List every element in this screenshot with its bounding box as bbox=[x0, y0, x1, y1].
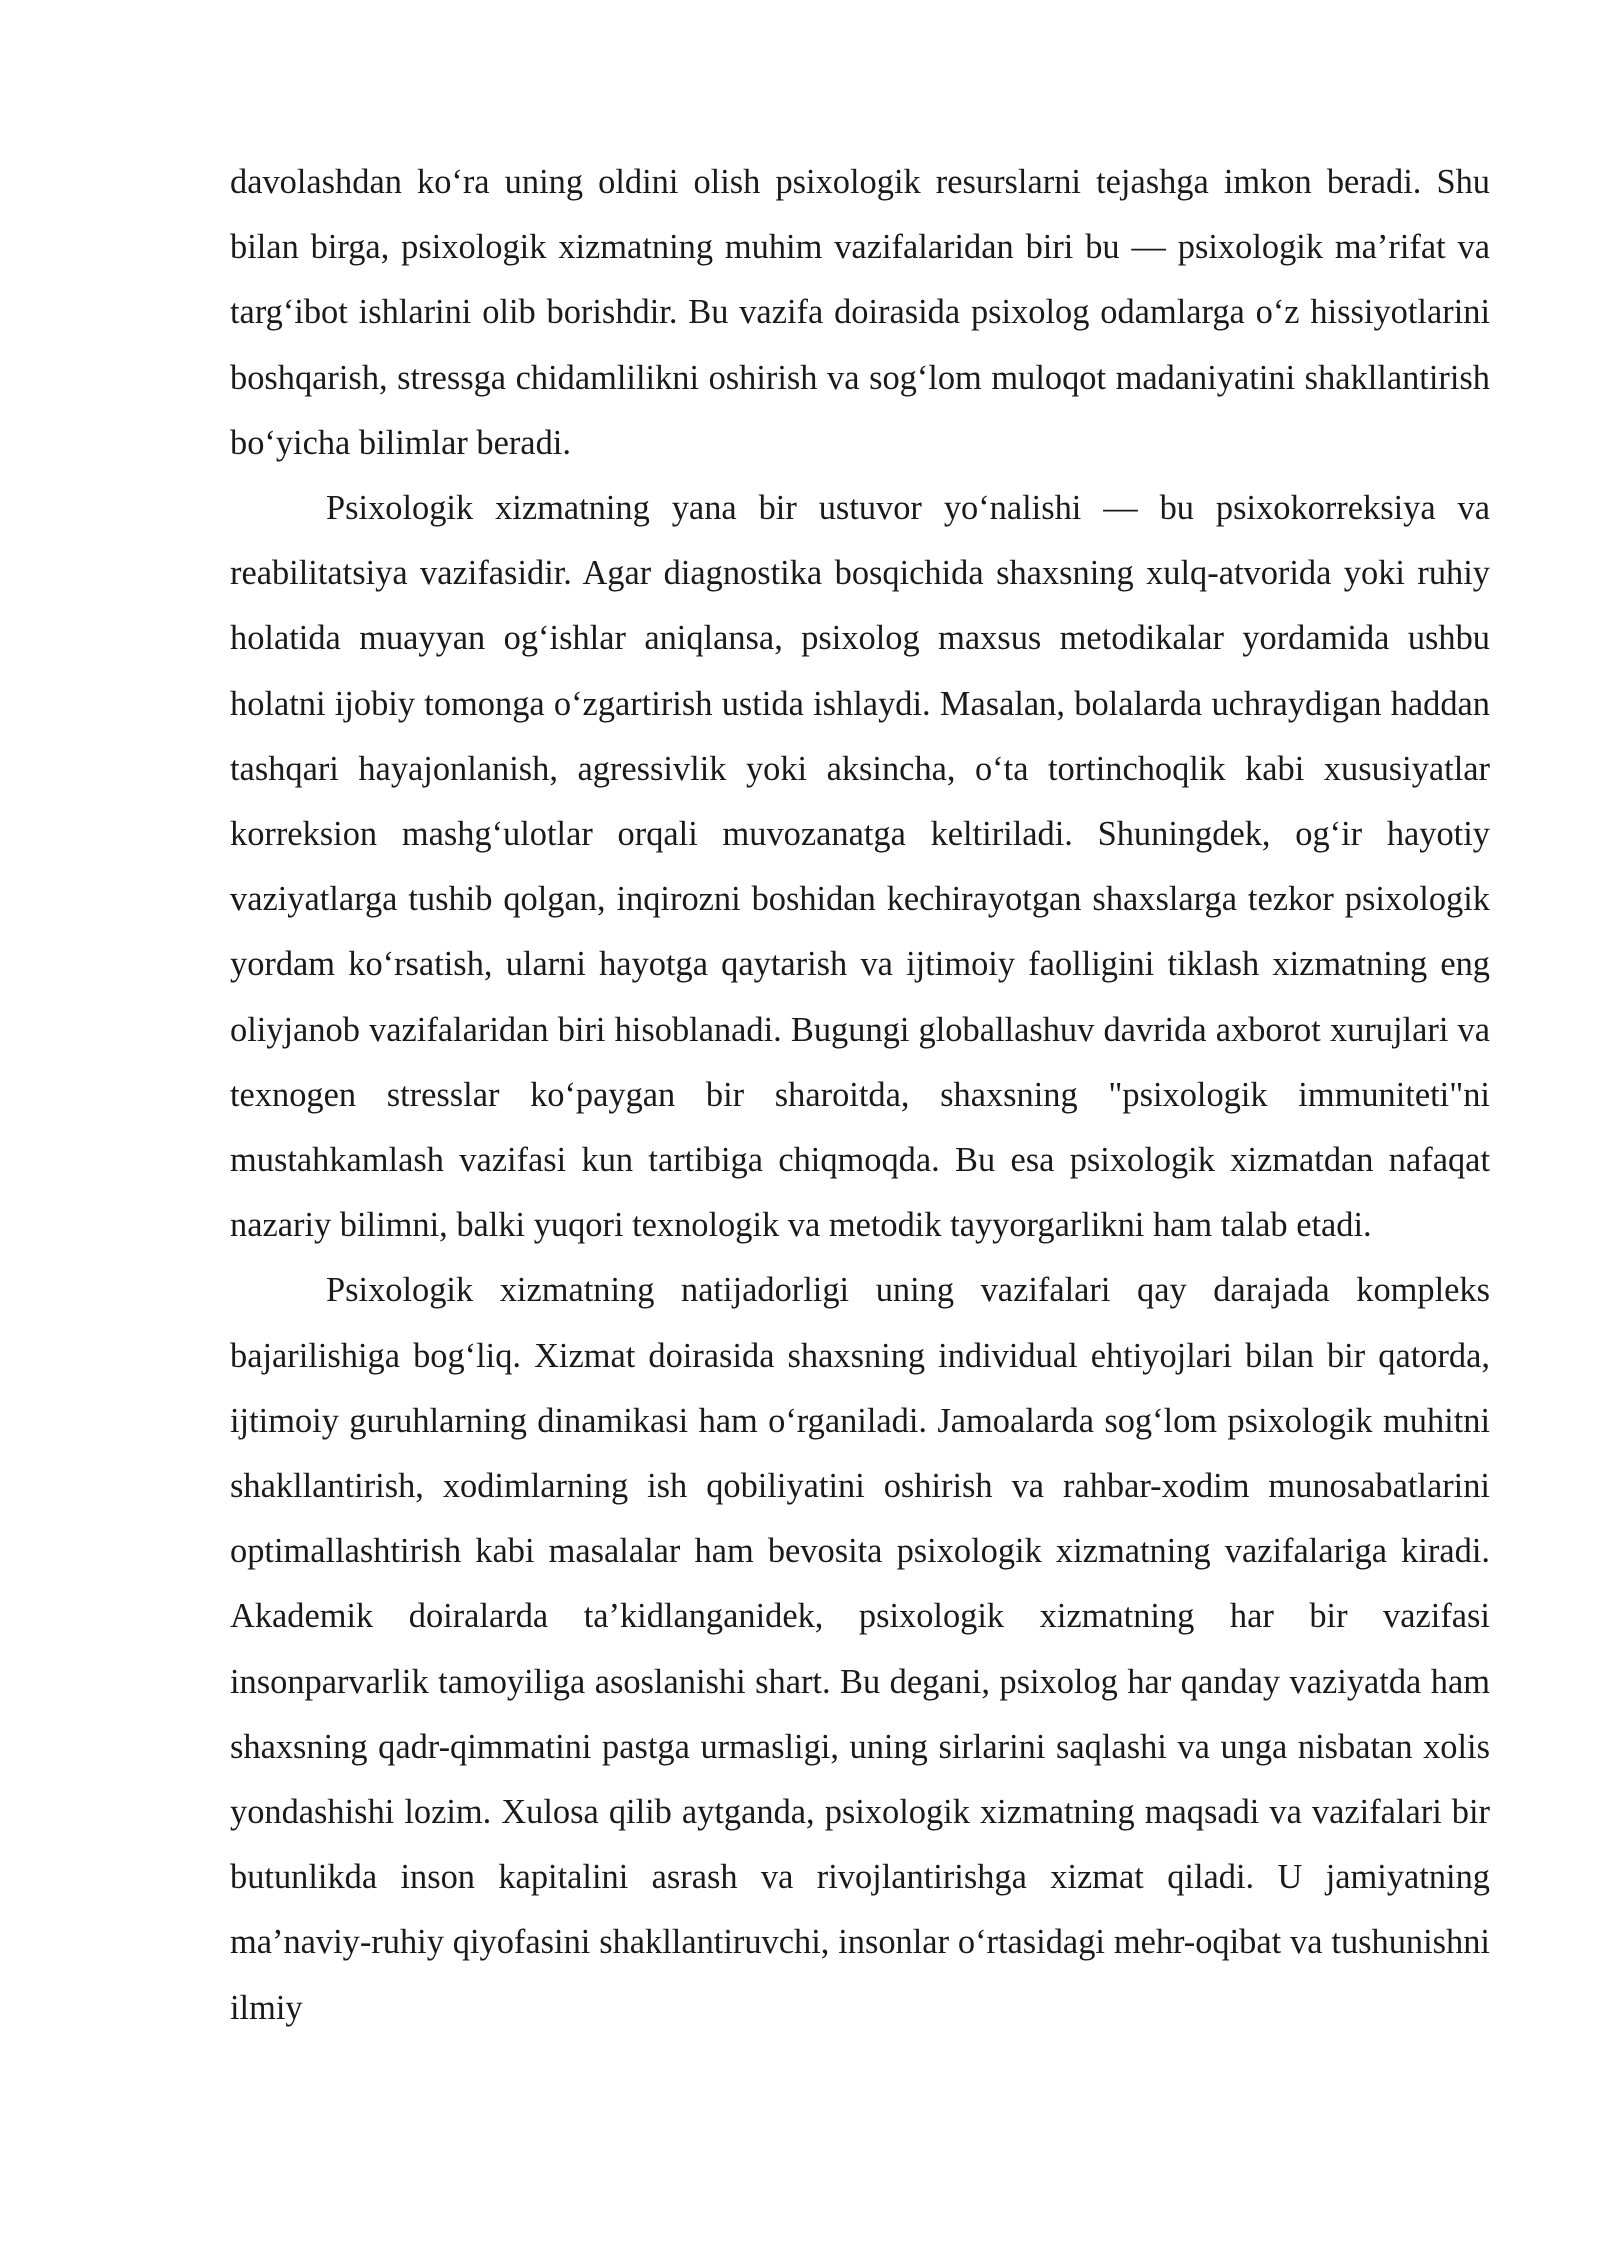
paragraph-2: Psixologik xizmatning yana bir ustuvor yo‘nalishi — bu psixokorreksiya va reabilitatsiya vazifasidir. Agar diagnostika bosqichida shaxsning xulq-atvorida yoki ruhiy holatida muayyan og‘ishlar aniqlansa, psixolog maxsus metodikalar yordamida ushbu holatni ijobiy tomonga o‘zgartirish ustida ishlaydi. Masalan, bolalarda uchraydigan haddan tashqari hayajonlanish, agressivlik yoki aksincha, o‘ta tortinchoqlik kabi xususiyatlar korreksion mashg‘ulotlar orqali muvozanatga keltiriladi. Shuningdek, og‘ir hayotiy vaziyatlarga tushib qolgan, inqirozni boshidan kechirayotgan shaxslarga tezkor psixologik yordam ko‘rsatish, ularni hayotga qaytarish va ijtimoiy faolligini tiklash xizmatning eng oliyjanob vazifalaridan biri hisoblanadi. Bugungi globallashuv davrida axborot xurujlari va texnogen stresslar ko‘paygan bir sharoitda, shaxsning "psixologik immuniteti"ni mustahkamlash vazifasi kun tartibiga chiqmoqda. Bu esa psixologik xizmatdan nafaqat nazariy bilimni, balki yuqori texnologik va metodik tayyorgarlikni ham talab etadi. bbox=[230, 489, 1490, 1245]
paragraph-1: davolashdan ko‘ra uning oldini olish psixologik resurslarni tejashga imkon beradi. Shu bilan birga, psixologik xizmatning muhim vazifalaridan biri bu — psixologik ma’rifat va targ‘ibot ishlarini olib borishdir. Bu vazifa doirasida psixolog odamlarga o‘z hissiyotlarini boshqarish, stressga chidamlilikni oshirish va sog‘lom muloqot madaniyatini shakllantirish bo‘yicha bilimlar beradi. bbox=[230, 163, 1490, 462]
paragraph-3: Psixologik xizmatning natijadorligi uning vazifalari qay darajada kompleks bajarilishiga bog‘liq. Xizmat doirasida shaxsning individual ehtiyojlari bilan bir qatorda, ijtimoiy guruhlarning dinamikasi ham o‘rganiladi. Jamoalarda sog‘lom psixologik muhitni shakllantirish, xodimlarning ish qobiliyatini oshirish va rahbar-xodim munosabatlarini optimallashtirish kabi masalalar ham bevosita psixologik xizmatning vazifalariga kiradi. Akademik doiralarda ta’kidlanganidek, psixologik xizmatning har bir vazifasi insonparvarlik tamoyiliga asoslanishi shart. Bu degani, psixolog har qanday vaziyatda ham shaxsning qadr-qimmatini pastga urmasligi, uning sirlarini saqlashi va unga nisbatan xolis yondashishi lozim. Xulosa qilib aytganda, psixologik xizmatning maqsadi va vazifalari bir butunlikda inson kapitalini asrash va rivojlantirishga xizmat qiladi. U jamiyatning ma’naviy-ruhiy qiyofasini shakllantiruvchi, insonlar o‘rtasidagi mehr-oqibat va tushunishni ilmiy bbox=[230, 1271, 1490, 2027]
body-text bbox=[230, 150, 1490, 2041]
